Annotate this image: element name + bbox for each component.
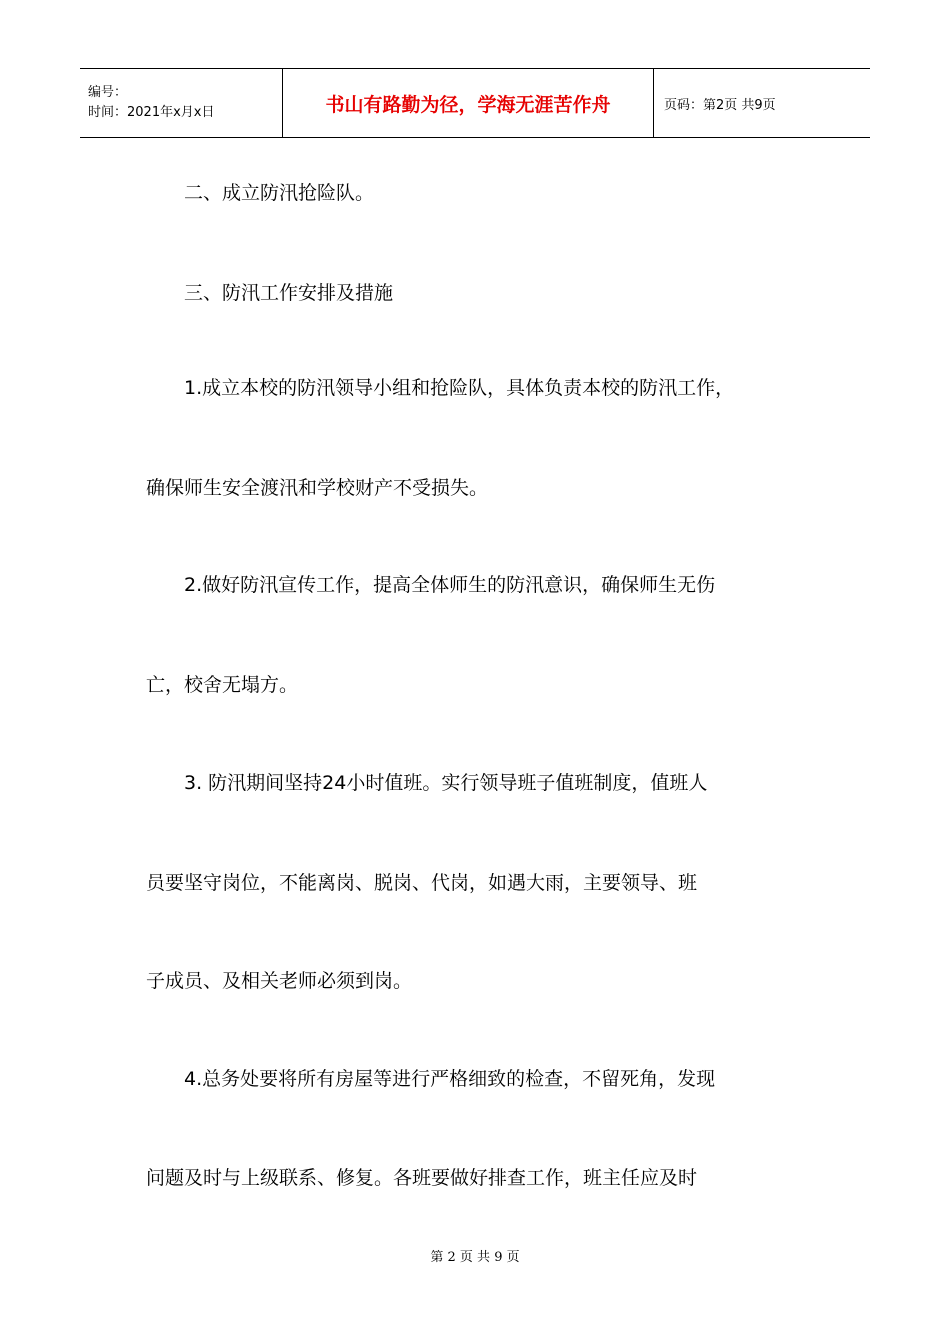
page-footer: 第 2 页 共 9 页 — [430, 1250, 520, 1265]
header-info — [80, 69, 282, 137]
header-motto-cell — [282, 69, 654, 137]
item-2-line-2: 亡，校舍无塌方。 — [146, 674, 299, 696]
item-2-line-1: 2.做好防汛宣传工作，提高全体师生的防汛意识，确保师生无伤 — [184, 574, 716, 596]
header-time: 时间：2021年x月x日 — [88, 105, 215, 120]
item-3-line-3: 子成员、及相关老师必须到岗。 — [146, 970, 413, 992]
item-3-line-1: 3. 防汛期间坚持24小时值班。实行领导班子值班制度，值班人 — [184, 772, 708, 794]
section-heading-3: 三、防汛工作安排及措施 — [184, 282, 394, 304]
item-3-line-2: 员要坚守岗位，不能离岗、脱岗、代岗，如遇大雨，主要领导、班 — [146, 872, 698, 894]
header-number: 编号： — [88, 85, 128, 100]
header-page-number: 页码：第2页 共9页 — [664, 97, 776, 113]
page-header — [80, 68, 870, 138]
header-motto: 书山有路勤为径，学海无涯苦作舟 — [325, 93, 611, 116]
item-1-line-2: 确保师生安全渡汛和学校财产不受损失。 — [146, 477, 489, 499]
item-4-line-2: 问题及时与上级联系、修复。各班要做好排查工作，班主任应及时 — [146, 1167, 698, 1189]
header-page-cell — [654, 69, 870, 137]
item-4-line-1: 4.总务处要将所有房屋等进行严格细致的检查，不留死角，发现 — [184, 1068, 716, 1090]
item-1-line-1: 1.成立本校的防汛领导小组和抢险队，具体负责本校的防汛工作， — [184, 377, 735, 399]
section-heading-2: 二、成立防汛抢险队。 — [184, 182, 375, 204]
